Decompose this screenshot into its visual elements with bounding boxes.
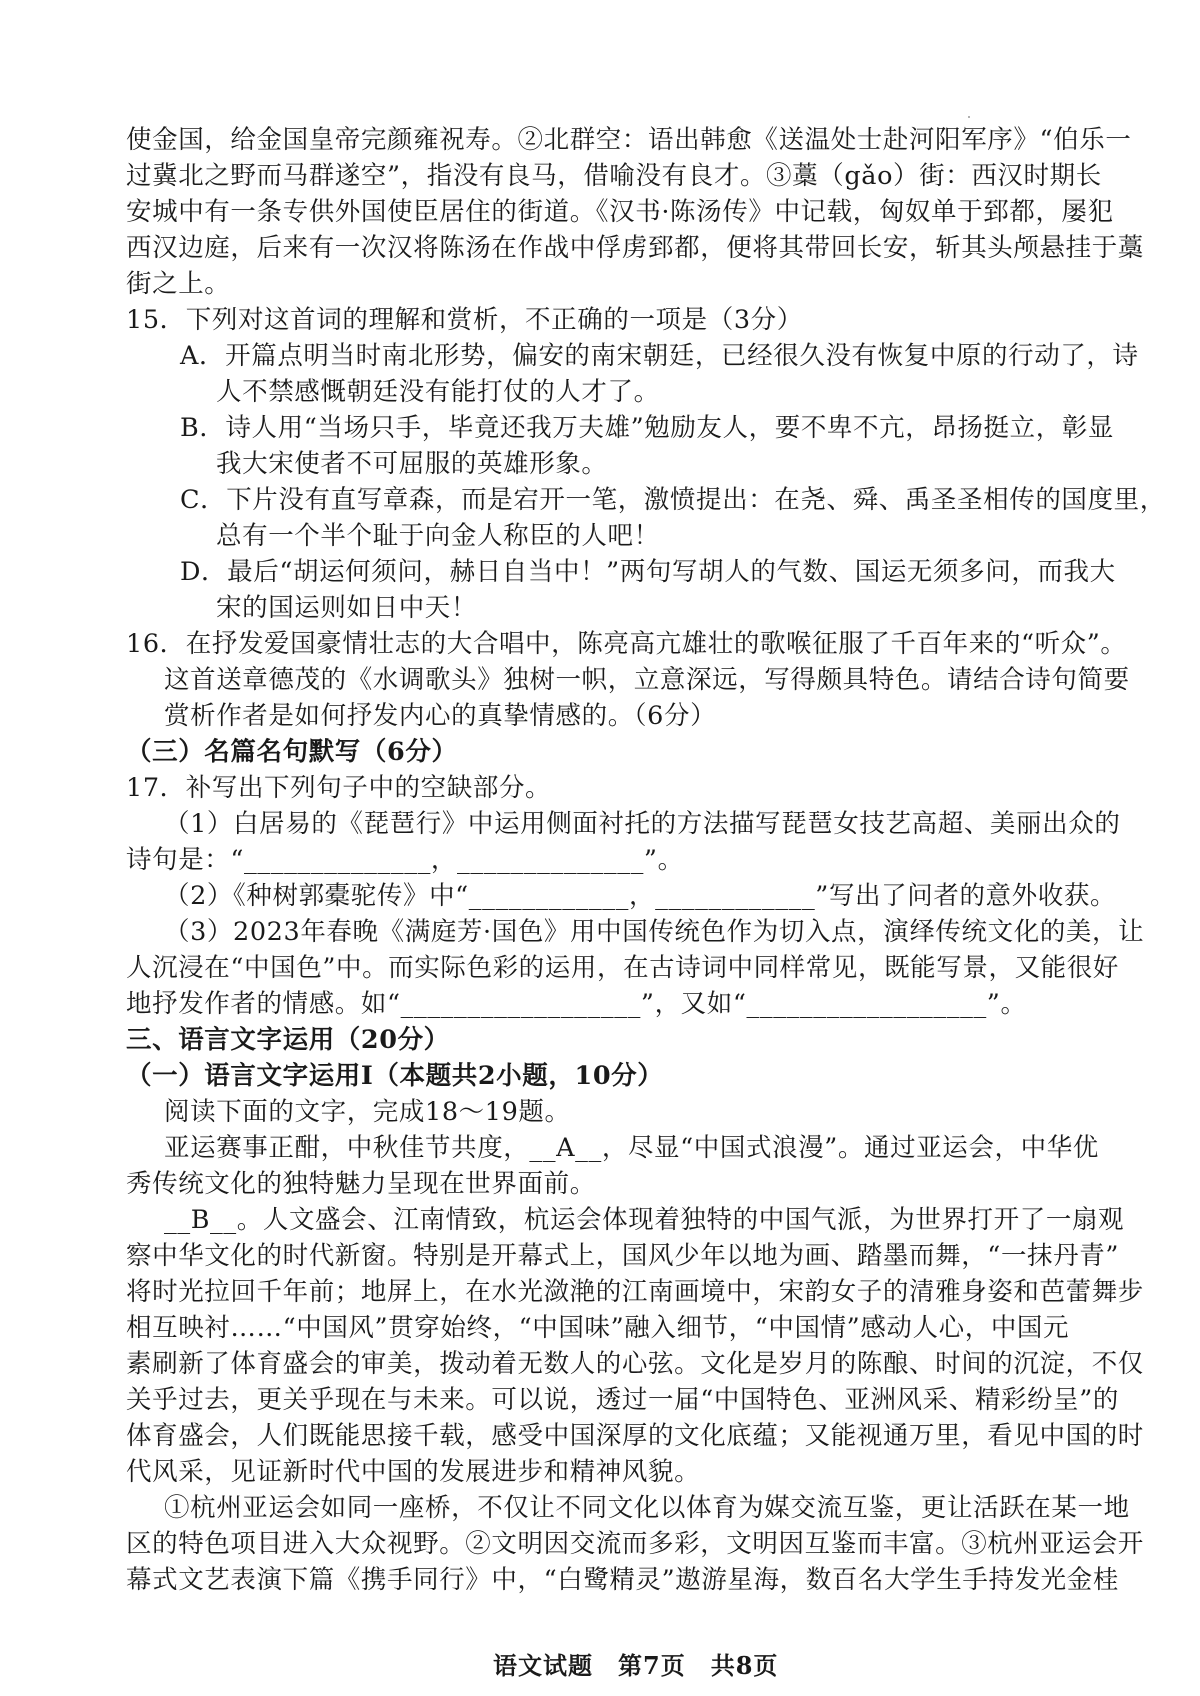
passage-line: 秀传统文化的独特魅力呈现在世界面前。 <box>126 1169 596 1199</box>
q17-item3-line: 人沉浸在“中国色”中。而实际色彩的运用，在古诗词中同样常见，既能写景，又能很好 <box>126 953 1119 983</box>
passage-line: 将时光拉回千年前；地屏上，在水光潋滟的江南画境中，宋韵女子的清雅身姿和芭蕾舞步 <box>126 1277 1144 1307</box>
option-c-line2: 总有一个半个耻于向金人称臣的人吧！ <box>216 521 660 551</box>
section-heading: （三）名篇名句默写（6分） <box>126 737 458 767</box>
scan-speck <box>968 116 970 118</box>
note-line: 安城中有一条专供外国使臣居住的街道。《汉书·陈汤传》中记载，匈奴单于郅都，屡犯 <box>126 197 1114 227</box>
passage-line: 关乎过去，更关乎现在与未来。可以说，透过一届“中国特色、亚洲风采、精彩纷呈”的 <box>126 1385 1119 1415</box>
option-c-line1: C．下片没有直写章森，而是宕开一笔，激愤提出：在尧、舜、禹圣圣相传的国度里， <box>180 485 1166 515</box>
q16-line: 这首送章德茂的《水调歌头》独树一帜，立意深远，写得颇具特色。请结合诗句简要 <box>164 665 1130 695</box>
q17-item1-line: 诗句是：“______________，______________”。 <box>126 845 684 875</box>
note-line: 西汉边庭，后来有一次汉将陈汤在作战中俘虏郅都，便将其带回长安，斩其头颅悬挂于藁 <box>126 233 1144 263</box>
page-footer: 语文试题 第7页 共8页 <box>493 1651 779 1680</box>
option-d-line2: 宋的国运则如日中天！ <box>216 593 478 623</box>
passage-line: 察中华文化的时代新窗。特别是开幕式上，国风少年以地为画、踏墨而舞，“一抹丹青” <box>126 1241 1119 1271</box>
instruction-line: 阅读下面的文字，完成18～19题。 <box>164 1097 571 1127</box>
q17-item2: （2）《种树郭橐驼传》中“____________，____________”写出了问者的意外收获。 <box>164 881 1117 911</box>
q15-stem: 15．下列对这首词的理解和赏析，不正确的一项是（3分） <box>126 305 803 335</box>
q16-line: 赏析作者是如何抒发内心的真挚情感的。（6分） <box>164 701 717 731</box>
q16-line: 16．在抒发爱国豪情壮志的大合唱中，陈亮高亢雄壮的歌喉征服了千百年来的“听众”。 <box>126 629 1127 659</box>
q17-item3-line: 地抒发作者的情感。如“__________________”，又如“__________________”。 <box>126 989 1027 1019</box>
subsection-heading: （一）语言文字运用Ⅰ（本题共2小题，10分） <box>126 1061 664 1091</box>
option-b-line2: 我大宋使者不可屈服的英雄形象。 <box>216 449 608 479</box>
option-b-line1: B．诗人用“当场只手，毕竟还我万夫雄”勉励友人，要不卑不亢，昂扬挺立，彰显 <box>180 413 1115 443</box>
note-line: 街之上。 <box>126 269 231 299</box>
option-a-line2: 人不禁感慨朝廷没有能打仗的人才了。 <box>216 377 660 407</box>
part-heading: 三、语言文字运用（20分） <box>126 1025 450 1055</box>
q17-stem: 17．补写出下列句子中的空缺部分。 <box>126 773 552 803</box>
passage-line: 体育盛会，人们既能思接千载，感受中国深厚的文化底蕴；又能视通万里，看见中国的时 <box>126 1421 1144 1451</box>
passage-line: 相互映衬……“中国风”贯穿始终，“中国味”融入细节，“中国情”感动人心，中国元 <box>126 1313 1070 1343</box>
option-d-line1: D．最后“胡运何须问，赫日自当中！”两句写胡人的气数、国运无须多问，而我大 <box>180 557 1116 587</box>
passage-line: 素刷新了体育盛会的审美，拨动着无数人的心弦。文化是岁月的陈酿、时间的沉淀，不仅 <box>126 1349 1144 1379</box>
passage-line: 区的特色项目进入大众视野。②文明因交流而多彩，文明因互鉴而丰富。③杭州亚运会开 <box>126 1529 1144 1559</box>
q17-item1-line: （1）白居易的《琵琶行》中运用侧面衬托的方法描写琵琶女技艺高超、美丽出众的 <box>164 809 1121 839</box>
option-a-line1: A．开篇点明当时南北形势，偏安的南宋朝廷，已经很久没有恢复中原的行动了，诗 <box>180 341 1139 371</box>
passage-line: 幕式文艺表演下篇《携手同行》中，“白鹭精灵”遨游星海，数百名大学生手持发光金桂 <box>126 1565 1119 1595</box>
passage-line: __B__。人文盛会、江南情致，杭运会体现着独特的中国气派，为世界打开了一扇观 <box>164 1205 1125 1235</box>
note-line: 过冀北之野而马群遂空”，指没有良马，借喻没有良才。③藁（gǎo）街：西汉时期长 <box>126 161 1102 191</box>
passage-line: 亚运赛事正酣，中秋佳节共度，__A__，尽显“中国式浪漫”。通过亚运会，中华优 <box>164 1133 1099 1163</box>
passage-line: 代风采，见证新时代中国的发展进步和精神风貌。 <box>126 1457 701 1487</box>
passage-line: ①杭州亚运会如同一座桥，不仅让不同文化以体育为媒交流互鉴，更让活跃在某一地 <box>164 1493 1130 1523</box>
note-line: 使金国，给金国皇帝完颜雍祝寿。②北群空：语出韩愈《送温处士赴河阳军序》“伯乐一 <box>126 125 1132 155</box>
q17-item3-line: （3）2023年春晚《满庭芳·国色》用中国传统色作为切入点，演绎传统文化的美，让 <box>164 917 1145 947</box>
